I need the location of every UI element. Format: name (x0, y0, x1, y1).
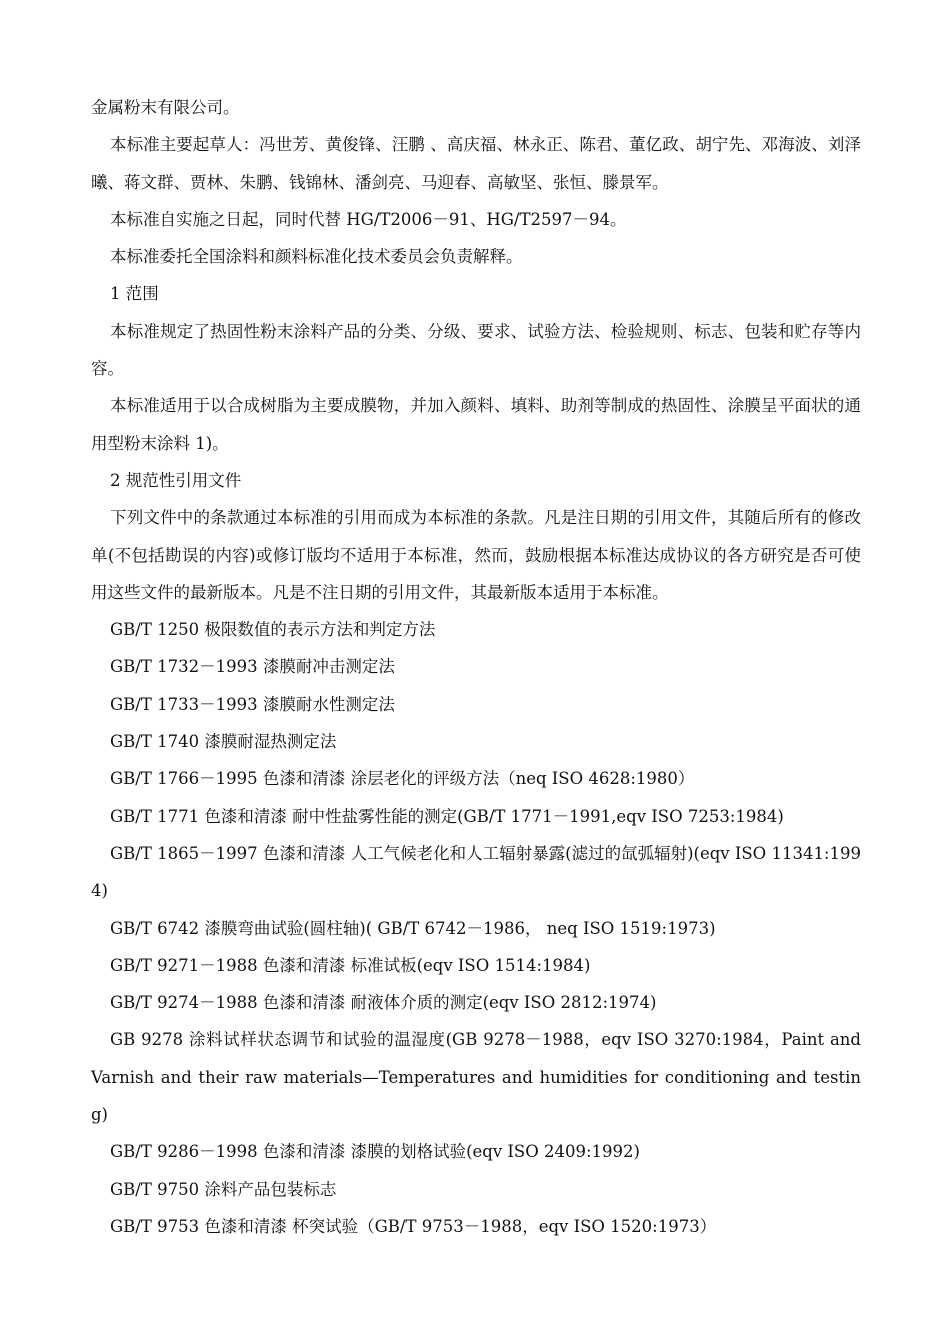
paragraph-scope-applicability: 本标准适用于以合成树脂为主要成膜物，并加入颜料、填料、助剂等制成的热固性、涂膜呈平面状的通用型粉末涂料 1)。 (91, 396, 861, 453)
section-heading-scope: 1 范围 (110, 284, 159, 304)
reference-item: GB/T 1250 极限数值的表示方法和判定方法 (110, 620, 436, 640)
reference-item: GB/T 1740 漆膜耐湿热测定法 (110, 732, 337, 752)
reference-item: GB/T 6742 漆膜弯曲试验(圆柱轴)( GB/T 6742－1986， neq ISO 1519:1973) (110, 918, 716, 938)
paragraph-scope-content: 本标准规定了热固性粉末涂料产品的分类、分级、要求、试验方法、检验规则、标志、包装和贮存等内容。 (91, 321, 861, 379)
paragraph-interpretation: 本标准委托全国涂料和颜料标准化技术委员会负责解释。 (110, 247, 523, 267)
paragraph-company-ending: 金属粉末有限公司。 (91, 98, 240, 117)
reference-item: GB/T 9753 色漆和清漆 杯突试验（GB/T 9753－1988，eqv ISO 1520:1973） (110, 1216, 717, 1236)
reference-item: GB/T 1766－1995 色漆和清漆 涂层老化的评级方法（neq ISO 4628:1980） (110, 769, 695, 789)
reference-item: GB/T 1771 色漆和清漆 耐中性盐雾性能的测定(GB/T 1771－1991,eqv ISO 7253:1984) (110, 806, 784, 826)
reference-list (91, 611, 861, 1245)
reference-item: GB/T 9271－1988 色漆和清漆 标准试板(eqv ISO 1514:1984) (110, 955, 591, 975)
reference-item: GB 9278 涂料试样状态调节和试验的温湿度(GB 9278－1988，eqv ISO 3270:1984，Paint and Varnish and their raw materials—Temperatures and humidities for conditioning and testing) (91, 1030, 861, 1125)
reference-item: GB/T 1733－1993 漆膜耐水性测定法 (110, 694, 395, 714)
section-heading-normative-references: 2 规范性引用文件 (110, 470, 242, 490)
paragraph-drafters: 本标准主要起草人：冯世芳、黄俊锋、汪鹏 、高庆福、林永正、陈君、董亿政、胡宁先、邓海波、刘泽曦、蒋文群、贾林、朱鹏、钱锦林、潘剑亮、马迎春、高敏坚、张恒、滕景军。 (91, 135, 861, 192)
reference-item: GB/T 1732－1993 漆膜耐冲击测定法 (110, 657, 395, 677)
reference-item: GB/T 1865－1997 色漆和清漆 人工气候老化和人工辐射暴露(滤过的氙弧辐射)(eqv ISO 11341:1994) (91, 843, 861, 901)
reference-item: GB/T 9286－1998 色漆和清漆 漆膜的划格试验(eqv ISO 2409:1992) (110, 1142, 640, 1162)
document-page (91, 89, 861, 1245)
paragraph-references-intro: 下列文件中的条款通过本标准的引用而成为本标准的条款。凡是注日期的引用文件，其随后所有的修改单(不包括勘误的内容)或修订版均不适用于本标准，然而，鼓励根据本标准达成协议的各方研究是否可使用这些文件的最新版本。凡是不注日期的引用文件，其最新版本适用于本标准。 (91, 508, 861, 602)
paragraph-replaces: 本标准自实施之日起，同时代替 HG/T2006－91、HG/T2597－94。 (110, 209, 627, 229)
reference-item: GB/T 9274－1988 色漆和清漆 耐液体介质的测定(eqv ISO 2812:1974) (110, 993, 657, 1013)
reference-item: GB/T 9750 涂料产品包装标志 (110, 1179, 337, 1199)
